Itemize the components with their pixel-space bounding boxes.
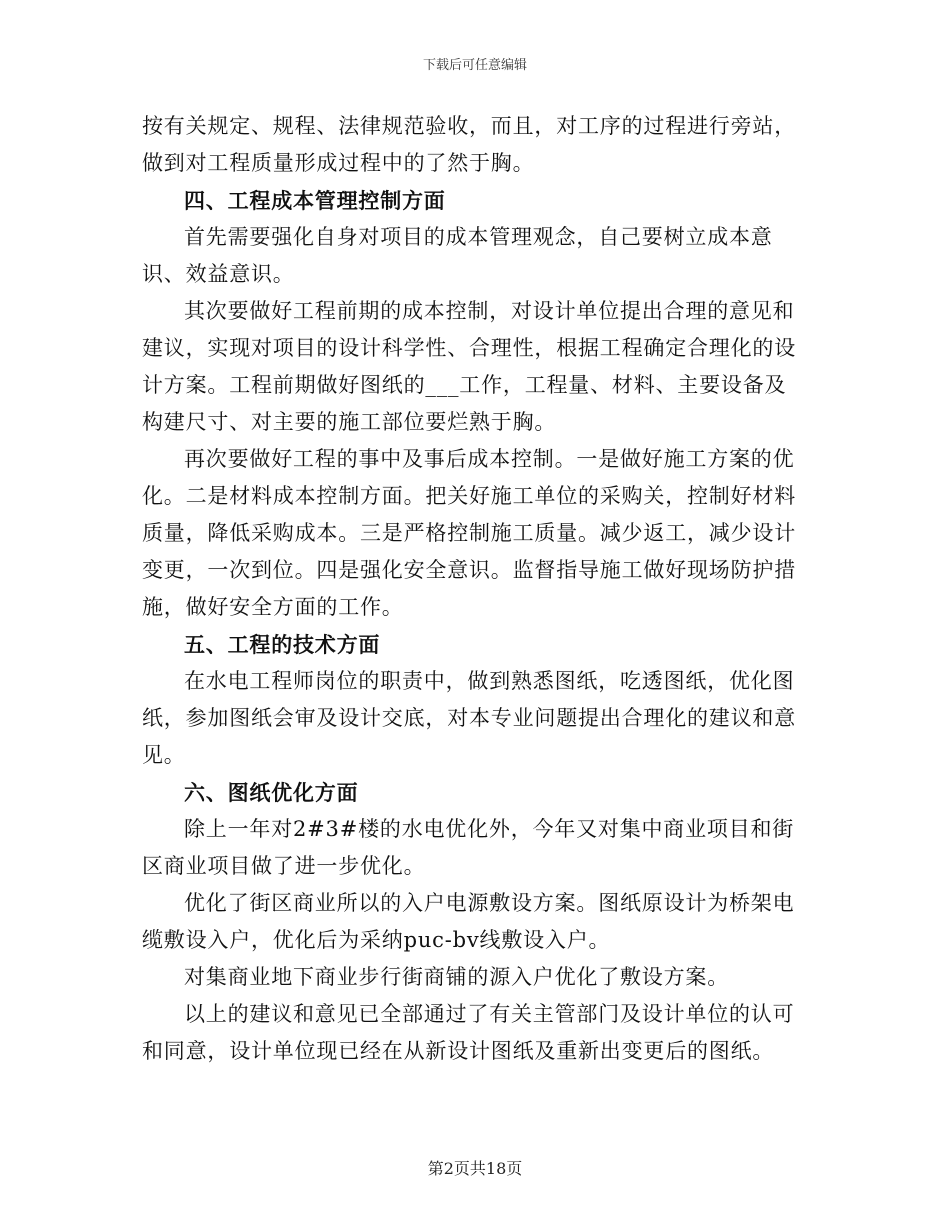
page-header: 下载后可任意编辑 [422,58,527,73]
paragraph: 首先需要强化自身对项目的成本管理观念，自己要树立成本意识、效益意识。 [142,225,773,286]
section-heading-drawing-optimization: 六、图纸优化方面 [184,780,359,805]
section-heading-cost-control: 四、工程成本管理控制方面 [184,188,446,213]
paragraph: 以上的建议和意见已全部通过了有关主管部门及设计单位的认可和同意，设计单位现已经在从新设计图纸及重新出变更后的图纸。 [142,1002,795,1063]
document-body [142,108,808,1070]
paragraph: 对集商业地下商业步行街商铺的源入户优化了敷设方案。 [184,965,729,989]
paragraph: 优化了街区商业所以的入户电源敷设方案。图纸原设计为桥架电缆敷设入户，优化后为采纳puc-bv线敷设入户。 [142,891,795,952]
paragraph: 其次要做好工程前期的成本控制，对设计单位提出合理的意见和建议，实现对项目的设计科学性、合理性，根据工程确定合理化的设计方案。工程前期做好图纸的___工作，工程量、材料、主要设备及构建尺寸、对主要的施工部位要烂熟于胸。 [142,299,796,434]
paragraph: 再次要做好工程的事中及事后成本控制。一是做好施工方案的优化。二是材料成本控制方面。把关好施工单位的采购关，控制好材料质量，降低采购成本。三是严格控制施工质量。减少返工，减少设计变更，一次到位。四是强化安全意识。监督指导施工做好现场防护措施，做好安全方面的工作。 [142,447,796,619]
paragraph: 除上一年对2#3#楼的水电优化外，今年又对集中商业项目和街区商业项目做了进一步优化。 [142,817,795,878]
section-heading-technical: 五、工程的技术方面 [184,632,381,657]
paragraph: 在水电工程师岗位的职责中，做到熟悉图纸，吃透图纸，优化图纸，参加图纸会审及设计交底，对本专业问题提出合理化的建议和意见。 [142,669,796,767]
continued-paragraph: 按有关规定、规程、法律规范验收，而且，对工序的过程进行旁站，做到对工程质量形成过程中的了然于胸。 [142,114,796,175]
page-number-footer: 第2页共18页 [427,1159,523,1178]
